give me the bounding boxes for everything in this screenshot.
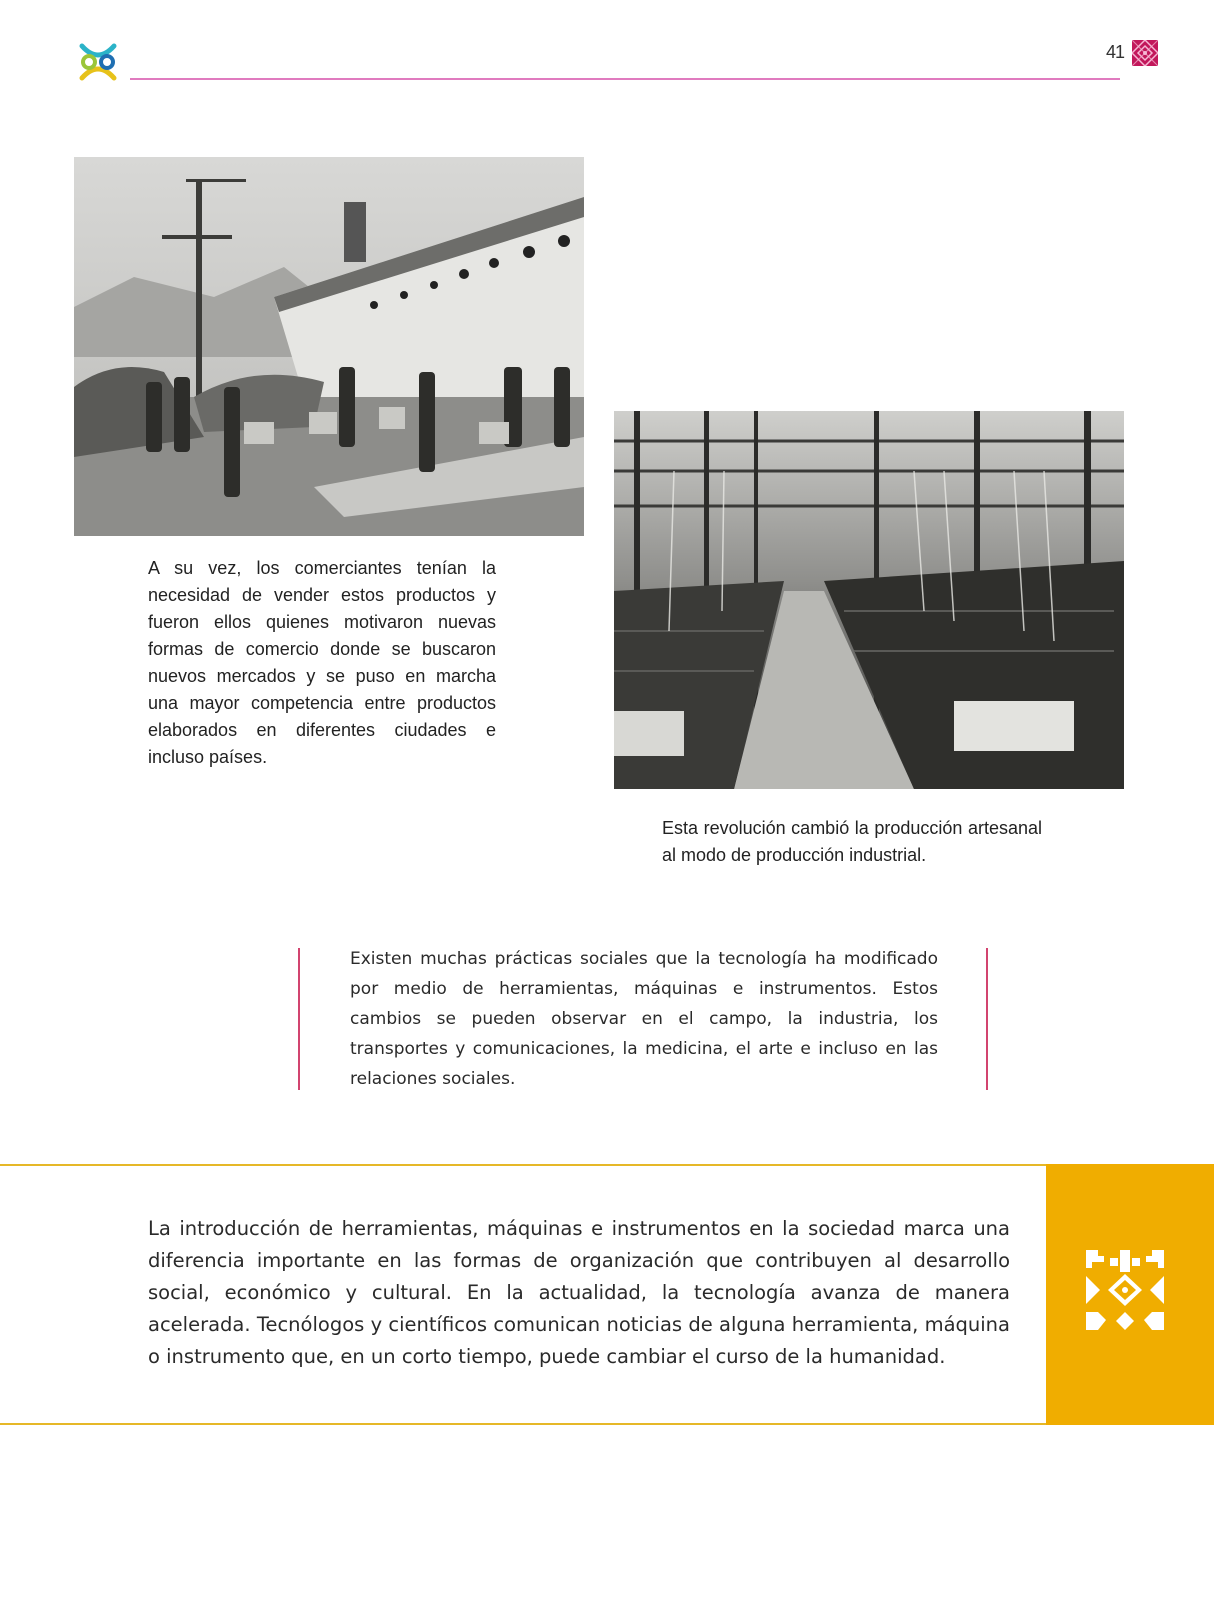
banner-top-rule xyxy=(0,1164,1046,1166)
header-rule xyxy=(130,78,1120,80)
port-photo xyxy=(74,157,584,536)
quote-text: Existen muchas prácticas sociales que la tecnología ha modificado por medio de herramientas, máquinas e instrumentos. Estos cambios se pueden observar en el campo, la industria, los transportes y comunicaciones, la medicina, el arte e incluso en las relaciones sociales. xyxy=(350,949,938,1089)
quote-bar-right xyxy=(986,948,988,1090)
page-number: 41 xyxy=(1105,42,1124,62)
port-caption: A su vez, los comerciantes tenían la necesidad de vender estos productos y fueron ellos quienes motivaron nuevas formas de comercio donde se buscaron nuevos mercados y se puso en marcha una mayor competencia entre productos elaborados en diferentes ciudades e incluso países. xyxy=(148,558,496,767)
quote-bar-left xyxy=(298,948,300,1090)
factory-photo xyxy=(614,411,1124,789)
series-logo-icon xyxy=(76,40,120,84)
textile-ornament-icon xyxy=(1086,1250,1164,1330)
banner-bottom-rule xyxy=(0,1423,1046,1425)
factory-caption: Esta revolución cambió la producción artesanal al modo de producción industrial. xyxy=(662,818,1042,865)
banner-text: La introducción de herramientas, máquinas e instrumentos en la sociedad marca una diferencia importante en las formas de organización que contribuyen al desarrollo social, económico y cultural. En la actualidad, la tecnología avanza de manera acelerada. Tecnólogos y científicos comunican noticias de alguna herramienta, máquina o instrumento que, en un corto tiempo, puede cambiar el curso de la humanidad. xyxy=(148,1217,1010,1368)
textile-ornament-icon xyxy=(1132,40,1158,66)
